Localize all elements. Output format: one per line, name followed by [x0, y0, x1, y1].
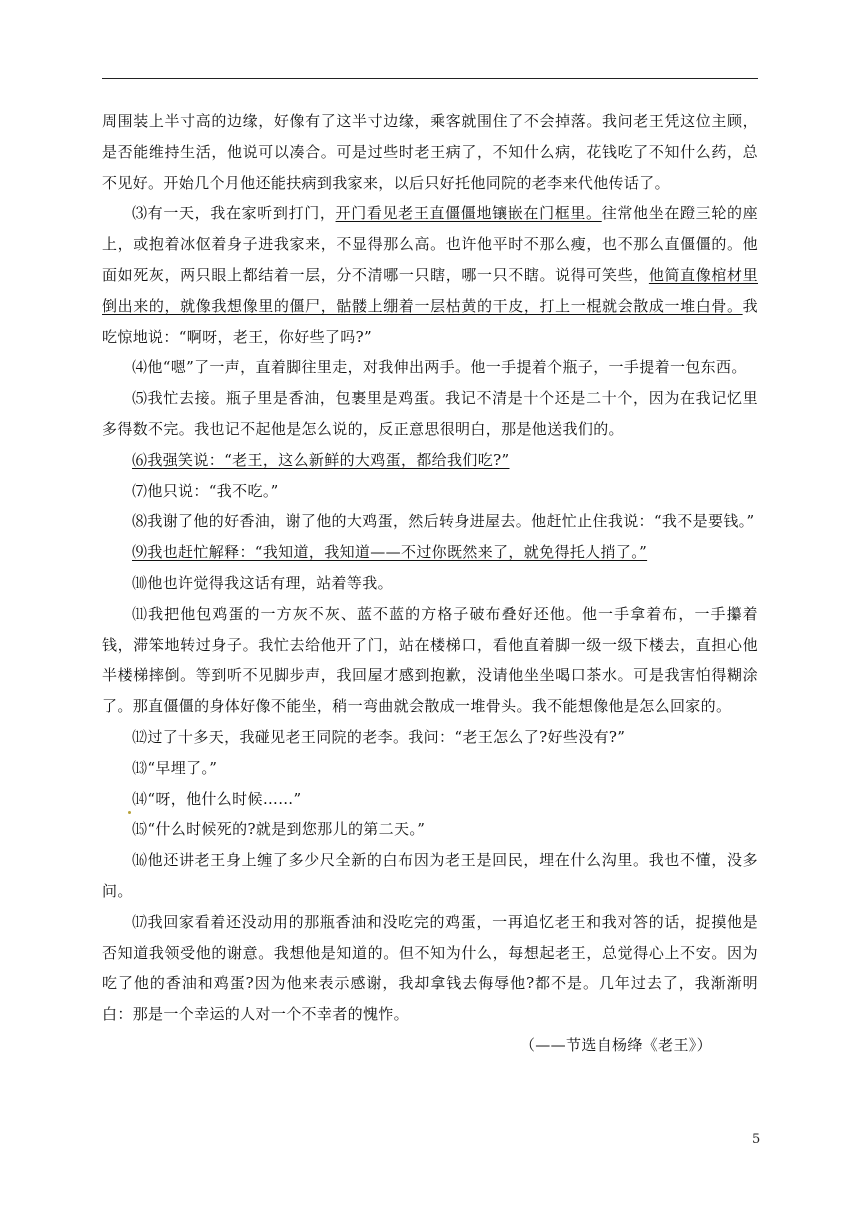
text-segment: ⒁“呀，他什么时候……” — [132, 789, 302, 808]
text-segment: 往常他坐在蹬三轮的座上，或抱着冰伛着身子进我家来，不显得那么高。也许他平时不那么瘦，也不那么直僵僵的。他面如死灰，两只眼上都结着一层，分不清哪一只瞎，哪一只不瞎。说得可笑些， — [102, 204, 758, 284]
text-segment: ⑶有一天，我在家听到打门， — [132, 204, 336, 223]
paragraph-9 — [102, 537, 758, 568]
paragraph-4 — [102, 352, 758, 383]
paragraph-continuation — [102, 106, 758, 198]
underlined-sentence: ⑹我强笑说：“老王，这么新鲜的大鸡蛋，都给我们吃?” — [132, 450, 510, 469]
text-segment: 周围装上半寸高的边缘，好像有了这半寸边缘，乘客就围住了不会掉落。我问老王凭这位主顾，是否能维持生活，他说可以凑合。可是过些时老王病了，不知什么病，花钱吃了不知什么药，总不见好。开始几个月他还能扶病到我家来，以后只好托他同院的老李来代他传话了。 — [102, 112, 758, 192]
source-attribution: （——节选自杨绛《老王》） — [519, 1035, 712, 1054]
paragraph-3 — [102, 198, 758, 352]
text-segment: ⑾我把他包鸡蛋的一方灰不灰、蓝不蓝的方格子破布叠好还他。他一手拿着布，一手攥着钱，滞笨地转过身子。我忙去给他开了门，站在楼梯口，看他直着脚一级一级下楼去，直担心他半楼梯摔倒。等到听不见脚步声，我回屋才感到抱歉，没请他坐坐喝口茶水。可是我害怕得糊涂了。那直僵僵的身体好像不能坐，稍一弯曲就会散成一堆骨头。我不能想像他是怎么回家的。 — [102, 604, 758, 716]
paragraph-11 — [102, 599, 758, 722]
paragraph-17 — [102, 907, 758, 1030]
text-segment: ⑸我忙去接。瓶子里是香油，包裹里是鸡蛋。我记不清是十个还是二十个，因为在我记忆里多得数不完。我也记不起他是怎么说的，反正意思很明白，那是他送我们的。 — [102, 389, 758, 438]
text-segment: ⑷他“嗯”了一声，直着脚往里走，对我伸出两手。他一手提着个瓶子，一手提着一包东西。 — [132, 358, 747, 377]
paragraph-13 — [102, 753, 758, 784]
text-segment: ⒂“什么时候死的?就是到您那儿的第二天。” — [132, 820, 426, 839]
page-number: 5 — [752, 1132, 761, 1147]
underlined-sentence: 他简直像棺材里倒出来的，就像我想像里的僵尸，骷髅上绷着一层枯黄的干皮，打上一棍就会散成一堆白骨。 — [102, 265, 758, 315]
paragraph-6 — [102, 445, 758, 476]
header-rule — [102, 78, 758, 79]
paragraph-14 — [102, 784, 758, 815]
text-segment: ⑿过了十多天，我碰见老王同院的老李。我问：“老王怎么了?好些没有?” — [132, 727, 626, 746]
text-segment: ⒃他还讲老王身上缠了多少尺全新的白布因为老王是回民，埋在什么沟里。我也不懂，没多问。 — [102, 851, 758, 900]
paragraph-7 — [102, 476, 758, 507]
text-segment: ⑺他只说：“我不吃。” — [132, 481, 279, 500]
text-segment: ⒀“早埋了。” — [132, 758, 218, 777]
paragraph-15 — [102, 814, 758, 845]
text-segment: 我吃惊地说：“啊呀，老王，你好些了吗?” — [102, 296, 758, 346]
article-body — [102, 106, 758, 1061]
paragraph-8 — [102, 506, 758, 537]
text-segment: ⑻我谢了他的好香油，谢了他的大鸡蛋，然后转身进屋去。他赶忙止住我说：“我不是要钱。” — [132, 512, 755, 531]
underlined-sentence: ⑼我也赶忙解释：“我知道，我知道——不过你既然来了，就免得托人捎了。” — [132, 543, 648, 562]
paragraph-12 — [102, 722, 758, 753]
paragraph-5 — [102, 383, 758, 445]
paragraph-16 — [102, 845, 758, 907]
underlined-sentence: 开门看见老王直僵僵地镶嵌在门框里。 — [335, 204, 602, 223]
text-segment: ⑽他也许觉得我这话有理，站着等我。 — [132, 573, 393, 592]
paragraph-10 — [102, 568, 758, 599]
text-segment: ⒄我回家看着还没动用的那瓶香油和没吃完的鸡蛋，一再追忆老王和我对答的话，捉摸他是否知道我领受他的谢意。我想他是知道的。但不知为什么，每想起老王，总觉得心上不安。因为吃了他的香油和鸡蛋?因为他来表示感谢，我却拿钱去侮辱他?都不是。几年过去了，我渐渐明白：那是一个幸运的人对一个不幸者的愧怍。 — [102, 912, 758, 1024]
